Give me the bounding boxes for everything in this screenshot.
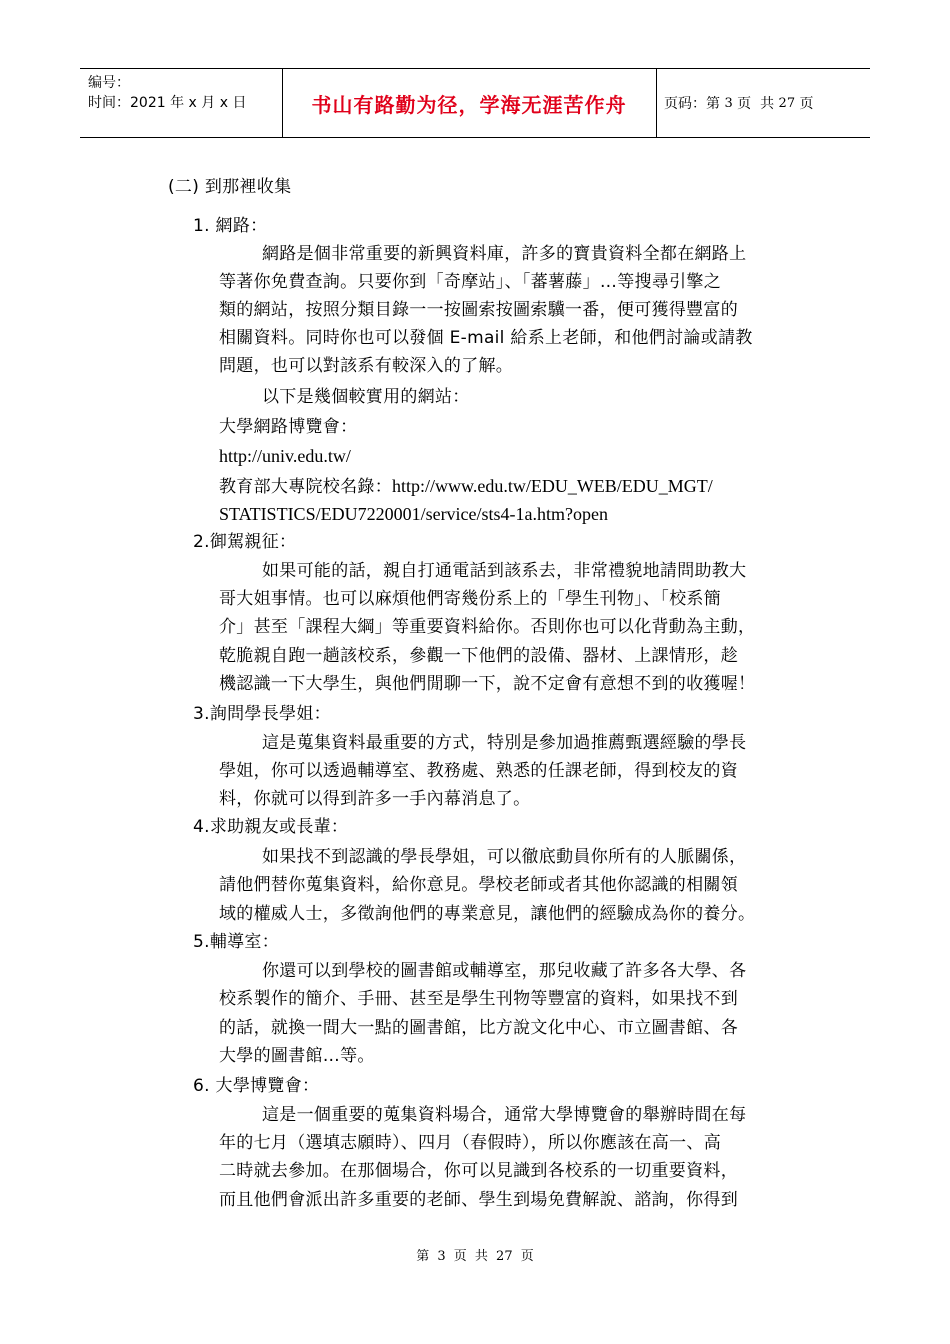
- paragraph-line: 網路是個非常重要的新興資料庫，許多的寶貴資料全都在網路上: [262, 244, 747, 264]
- paragraph-line: 大學的圖書館…等。: [219, 1046, 375, 1066]
- header-page-info: [664, 69, 814, 137]
- url-link-edu-continued[interactable]: STATISTICS/EDU7220001/service/sts4-1a.htm?open: [219, 504, 609, 524]
- page-total: 27: [778, 95, 796, 111]
- paragraph-line: 域的權威人士，多徵詢他們的專業意見，讓他們的經驗成為你的養分。: [219, 904, 756, 924]
- page-current: 3: [724, 95, 733, 111]
- header-motto: 书山有路勤为径，学海无涯苦作舟: [311, 92, 627, 117]
- paragraph-line: 這是蒐集資料最重要的方式，特別是參加過推薦甄選經驗的學長: [262, 733, 747, 753]
- header-divider: [656, 69, 657, 137]
- paragraph-line: 機認識一下大學生，與他們閒聊一下，說不定會有意想不到的收獲喔！: [219, 674, 756, 694]
- paragraph-line: 年的七月（選填志願時）、四月（春假時），所以你應該在高一、高: [219, 1133, 721, 1153]
- url-link-edu[interactable]: http://www.edu.tw/EDU_WEB/EDU_MGT/: [392, 476, 713, 496]
- subsection-heading-1: 1. 網路：: [193, 216, 268, 236]
- page-mid: 页 共: [732, 96, 779, 112]
- subsection-heading-3: 3.詢問學長學姐：: [193, 704, 331, 724]
- paragraph-line: 介」甚至「課程大綱」等重要資料給你。否則你也可以化背動為主動，: [219, 617, 756, 637]
- paragraph-line: 以下是幾個較實用的網站：: [262, 387, 470, 407]
- paragraph-line: 乾脆親自跑一趟該校系，參觀一下他們的設備、器材、上課情形，趁: [219, 646, 738, 666]
- paragraph-line: 你還可以到學校的圖書館或輔導室，那兒收藏了許多各大學、各: [262, 961, 747, 981]
- document-time-label: 时间：2021 年 x 月 x 日: [88, 95, 247, 111]
- paragraph-line: 的話，就換一間大一點的圖書館，比方說文化中心、市立圖書館、各: [219, 1018, 738, 1038]
- paragraph-line: 如果找不到認識的學長學姐，可以徹底動員你所有的人脈關係，: [262, 847, 747, 867]
- subsection-heading-5: 5.輔導室：: [193, 932, 280, 952]
- paragraph-line: 如果可能的話，親自打通電話到該系去，非常禮貌地請問助教大: [262, 561, 747, 581]
- paragraph-line: 問題，也可以對該系有較深入的了解。: [219, 356, 514, 376]
- paragraph-line: 大學網路博覽會：: [219, 417, 358, 437]
- paragraph-line: 相關資料。同時你也可以發個 E-mail 給系上老師，和他們討論或請教: [219, 328, 753, 348]
- subsection-heading-2: 2.御駕親征：: [193, 532, 297, 552]
- page-footer: 第 3 页 共 27 页: [416, 1249, 534, 1264]
- page-prefix: 页码：第: [664, 96, 725, 112]
- page-suffix: 页: [795, 96, 814, 112]
- paragraph-line: 二時就去參加。在那個場合，你可以見識到各校系的一切重要資料，: [219, 1161, 738, 1181]
- url-link-univ[interactable]: http://univ.edu.tw/: [219, 446, 351, 466]
- section-title: (二) 到那裡收集: [168, 177, 292, 197]
- document-number-label: 编号：: [88, 75, 130, 91]
- header-meta: [88, 73, 246, 113]
- page-header: [80, 68, 870, 138]
- paragraph-line: [219, 474, 713, 499]
- paragraph-line: 這是一個重要的蒐集資料場合，通常大學博覽會的舉辦時間在每: [262, 1105, 747, 1125]
- paragraph-line: 而且他們會派出許多重要的老師、學生到場免費解說、諮詢，你得到: [219, 1190, 738, 1210]
- paragraph-line: 校系製作的簡介、手冊、甚至是學生刊物等豐富的資料，如果找不到: [219, 989, 738, 1009]
- paragraph-line: 等著你免費查詢。只要你到「奇摩站」、「蕃薯藤」…等搜尋引擎之: [219, 272, 721, 292]
- paragraph-line: 哥大姐事情。也可以麻煩他們寄幾份系上的「學生刊物」、「校系簡: [219, 589, 721, 609]
- directory-label: 教育部大專院校名錄：: [219, 477, 392, 497]
- subsection-heading-4: 4.求助親友或長輩：: [193, 817, 349, 837]
- subsection-heading-6: 6. 大學博覽會：: [193, 1076, 320, 1096]
- paragraph-line: 學姐，你可以透過輔導室、教務處、熟悉的任課老師，得到校友的資: [219, 761, 738, 781]
- paragraph-line: 類的網站，按照分類目錄一一按圖索按圖索驥一番，便可獲得豐富的: [219, 300, 738, 320]
- paragraph-line: 料，你就可以得到許多一手內幕消息了。: [219, 789, 531, 809]
- paragraph-line: 請他們替你蒐集資料，給你意見。學校老師或者其他你認識的相關領: [219, 875, 738, 895]
